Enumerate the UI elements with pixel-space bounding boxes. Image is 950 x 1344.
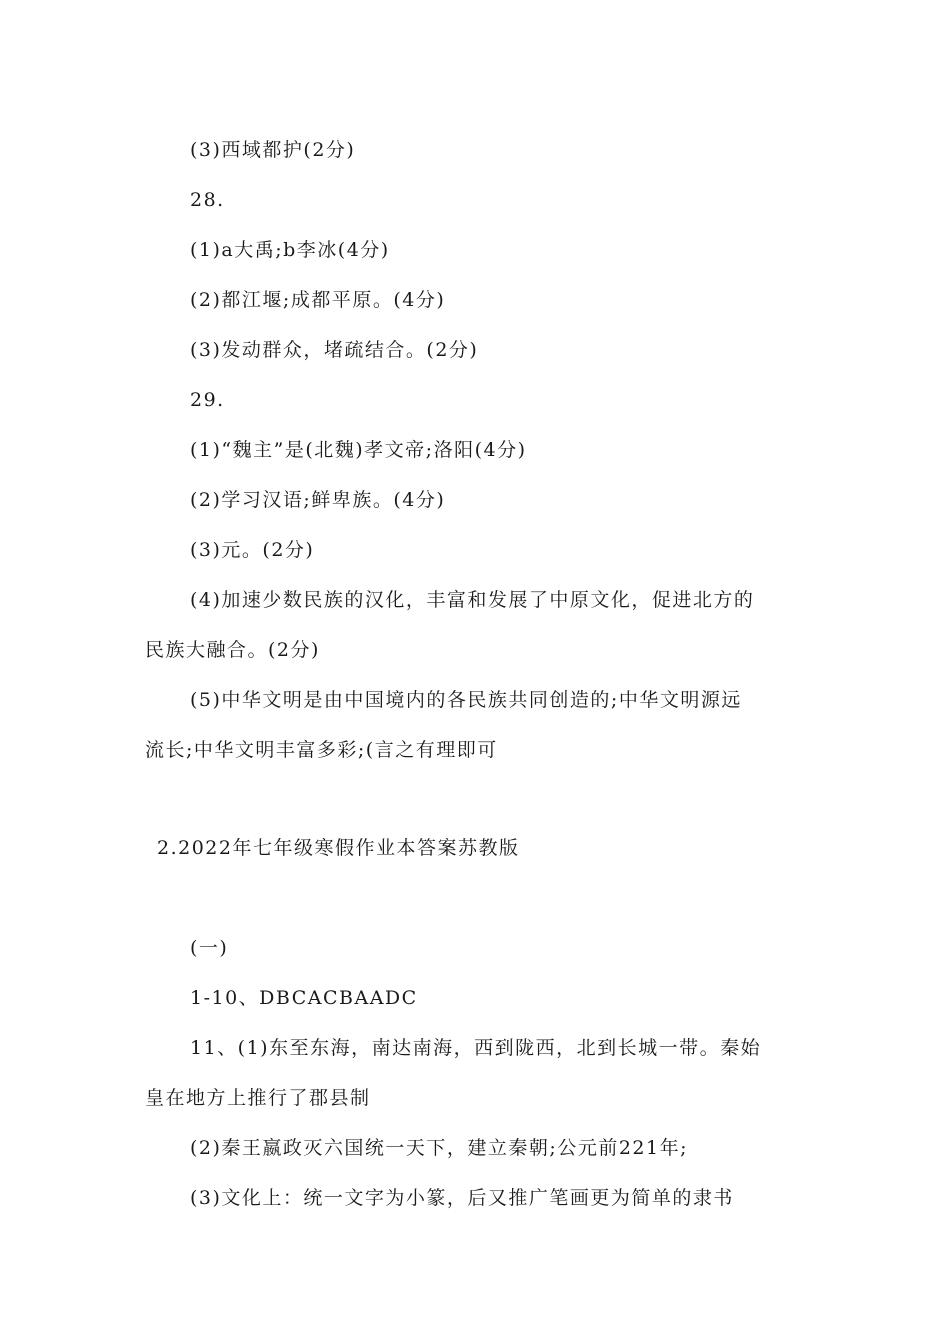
answer-line: (4)加速少数民族的汉化，丰富和发展了中原文化，促进北方的 [190,589,755,611]
question-number: 29. [190,389,225,411]
answer-line: (2)秦王嬴政灭六国统一天下，建立秦朝;公元前221年; [190,1137,688,1159]
answer-line: 11、(1)东至东海，南达南海，西到陇西，北到长城一带。秦始 [190,1037,762,1059]
answer-line: (3)文化上：统一文字为小篆，后又推广笔画更为简单的隶书 [190,1187,734,1209]
answer-line: 1-10、DBCACBAADC [190,987,418,1009]
answer-line: (3)西域都护(2分) [190,139,356,161]
answer-line: (2)学习汉语;鲜卑族。(4分) [190,489,446,511]
answer-line: (2)都江堰;成都平原。(4分) [190,289,446,311]
section-heading: 2.2022年七年级寒假作业本答案苏教版 [157,837,520,859]
answer-line: (1)a大禹;b李冰(4分) [190,239,390,261]
section-number: (一) [190,937,229,959]
answer-line-continued: 皇在地方上推行了郡县制 [145,1087,371,1109]
answer-line: (5)中华文明是由中国境内的各民族共同创造的;中华文明源远 [190,689,742,711]
answer-line: (3)元。(2分) [190,539,315,561]
answer-line-continued: 流长;中华文明丰富多彩;(言之有理即可 [145,739,498,761]
question-number: 28. [190,189,225,211]
answer-line: (3)发动群众，堵疏结合。(2分) [190,339,479,361]
answer-line: (1)“魏主”是(北魏)孝文帝;洛阳(4分) [190,439,527,461]
answer-line-continued: 民族大融合。(2分) [145,639,320,661]
